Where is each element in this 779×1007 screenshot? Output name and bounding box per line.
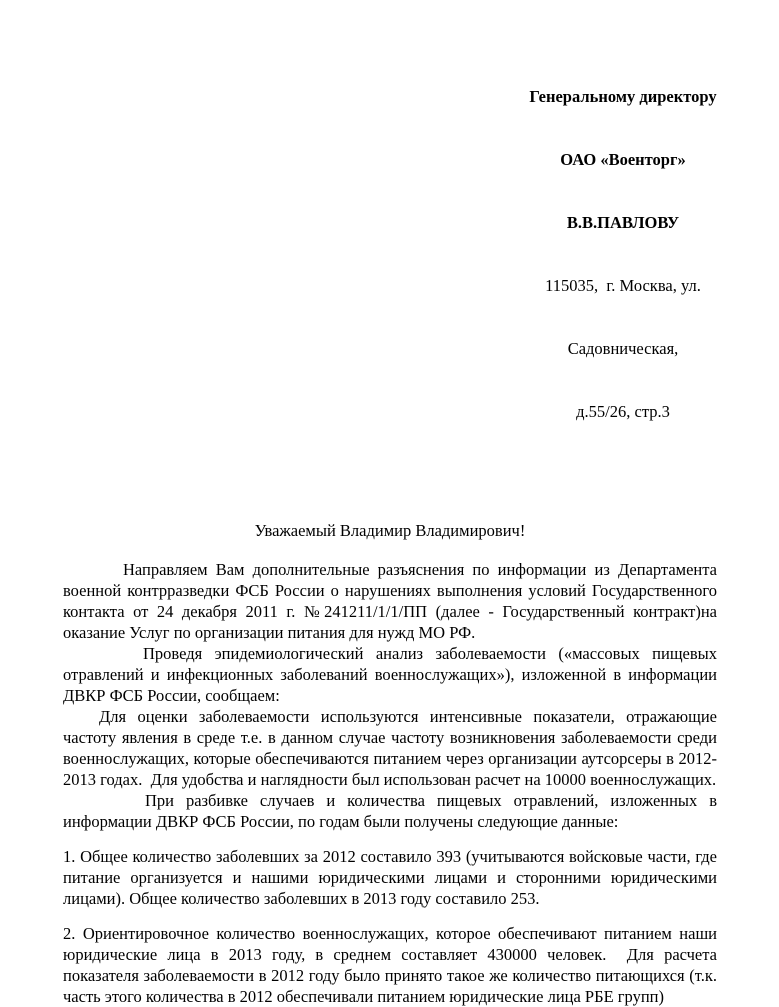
numbered-item: 1. Общее количество заболевших за 2012 составило 393 (учитываются войсковые части, где питание организуется и нашими юридическими лицами и сторонними юридическими лицами). Общее количество заболевших в 2013 году составило 253.	[63, 847, 722, 908]
body-paragraph: При разбивке случаев и количества пищевых отравлений, изложенных в информации ДВКР ФСБ России, по годам были получены следующие данные:	[63, 791, 722, 831]
recipient-line: В.В.ПАВЛОВУ	[566, 213, 680, 232]
body-paragraph: Направляем Вам дополнительные разъяснения по информации из Департамента военной контрразведки ФСБ России о нарушениях выполнения условий Государственного контакта от 24 декабря 2011 г. №241211/1/1/ПП (далее - Государственный контракт)на оказание Услуг по организации питания для нужд МО РФ.	[63, 560, 722, 642]
recipient-address-line: 115035, г. Москва, ул.	[545, 276, 701, 295]
body-paragraph: Для оценки заболеваемости используются интенсивные показатели, отражающие частоту явления в среде т.е. в данном случае частоту возникновения заболеваемости среди военнослужащих, которые обеспечиваются питанием через организации аутсорсеры в 2012-2013 годах. Для удобства и наглядности был использован расчет на 10000 военнослужащих.	[63, 707, 722, 789]
recipient-address-line: Садовническая,	[567, 339, 679, 358]
recipient-line: Генеральному директору	[529, 87, 717, 106]
recipient-address-line: д.55/26, стр.3	[576, 402, 670, 421]
salutation: Уважаемый Владимир Владимирович!	[254, 521, 526, 540]
body-paragraph: Проведя эпидемиологический анализ заболеваемости («массовых пищевых отравлений и инфекционных заболеваний военнослужащих»), изложенной в информации ДВКР ФСБ России, сообщаем:	[63, 644, 722, 705]
numbered-item: 2. Ориентировочное количество военнослужащих, которое обеспечивают питанием наши юридические лица в 2013 году, в среднем составляет 430000 человек. Для расчета показателя заболеваемости в 2012 году было принято такое же количество питающихся (т.к. часть этого количества в 2012 обеспечивали питанием юридические лица РБЕ групп)	[63, 924, 722, 1006]
recipient-line: ОАО «Военторг»	[560, 150, 686, 169]
letter-body	[63, 559, 722, 1007]
recipient-block	[468, 44, 778, 464]
